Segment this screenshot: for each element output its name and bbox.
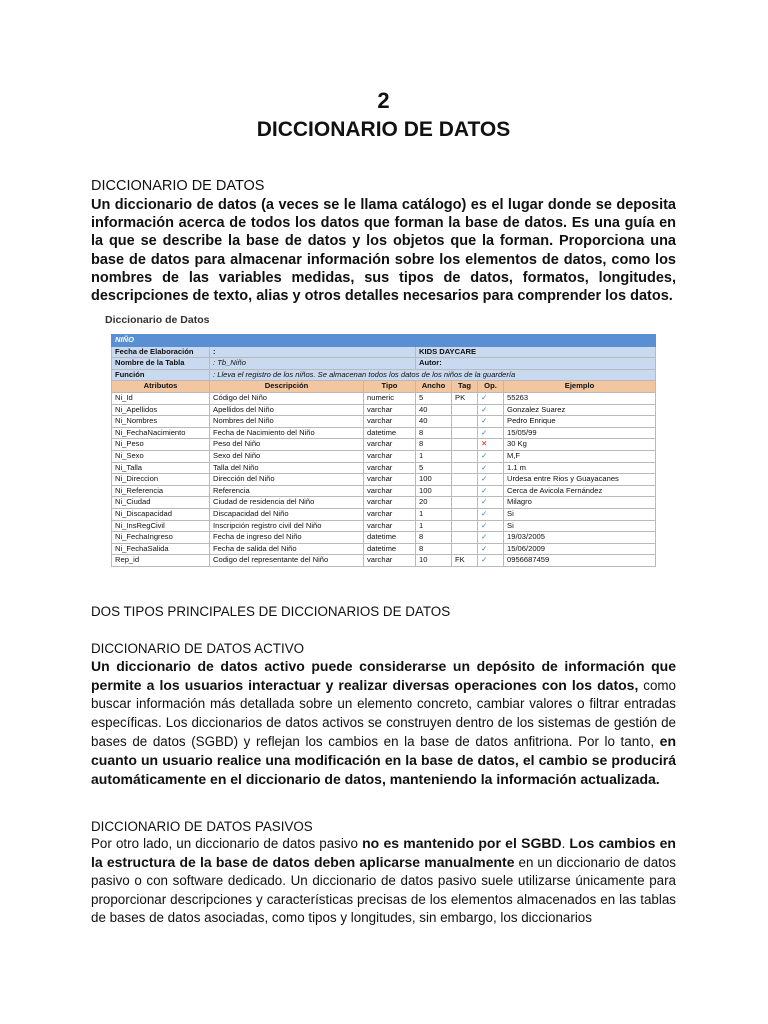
table-cell: Ni_InsRegCivil [112, 520, 210, 532]
nombre-value: : Tb_Niño [210, 358, 416, 370]
check-icon: ✓ [478, 392, 504, 404]
check-icon: ✓ [478, 555, 504, 567]
table-cell: M,F [504, 450, 656, 462]
column-header: Descripción [210, 381, 364, 393]
table-cell: Urdesa entre Rios y Guayacanes [504, 474, 656, 486]
check-icon: ✓ [478, 508, 504, 520]
data-dictionary-table [111, 334, 656, 567]
table-cell: varchar [364, 485, 416, 497]
table-cell: Peso del Niño [210, 439, 364, 451]
table-row [112, 439, 656, 451]
table-cell: Ni_FechaSalida [112, 543, 210, 555]
table-cell: Discapacidad del Niño [210, 508, 364, 520]
table-name-row [112, 335, 656, 347]
meta-row-fecha [112, 346, 656, 358]
table-cell: 40 [416, 416, 452, 428]
table-cell: Ni_Referencia [112, 485, 210, 497]
meta-row-nombre [112, 358, 656, 370]
table-cell [452, 532, 478, 544]
passive-bold-2: Los cambios en la estructura de la base de datos deben aplicarse manualmente [91, 835, 676, 871]
check-icon: ✓ [478, 416, 504, 428]
table-cell [452, 497, 478, 509]
table-cell: Rep_id [112, 555, 210, 567]
active-bold-1: Un diccionario de datos activo puede considerarse un depósito de información que permite a los usuarios interactuar y realizar diversas operaciones con los datos, [91, 658, 676, 694]
chapter-title: DICCIONARIO DE DATOS [256, 118, 511, 141]
active-text-1: como buscar información más detallada sobre un elemento concreto, cambiar valores o filtrar entradas específicas. Los diccionarios de datos activos se construyen dentro de los sistemas de gestión de bases de datos (SGBD) y reflejan los cambios en la base de datos anfitriona. Por lo tanto, [91, 678, 677, 749]
table-cell [452, 462, 478, 474]
org-name: KIDS DAYCARE [416, 346, 656, 358]
table-cell: Código del Niño [210, 392, 364, 404]
types-heading: DOS TIPOS PRINCIPALES DE DICCIONARIOS DE DATOS [91, 604, 451, 619]
table-cell [452, 439, 478, 451]
active-heading: DICCIONARIO DE DATOS ACTIVO [91, 641, 305, 656]
table-cell: Ni_Nombres [112, 416, 210, 428]
funcion-label: Función [112, 369, 210, 381]
table-cell: varchar [364, 404, 416, 416]
table-cell: Si [504, 508, 656, 520]
funcion-value: : Lleva el registro de los niños. Se almacenan todos los datos de los niños de la guardería [210, 369, 656, 381]
table-row [112, 543, 656, 555]
table-cell: Sexo del Niño [210, 450, 364, 462]
column-header: Ancho [416, 381, 452, 393]
table-row [112, 416, 656, 428]
table-cell: varchar [364, 462, 416, 474]
passive-paragraph [91, 834, 676, 927]
table-row [112, 508, 656, 520]
cross-icon: ✕ [478, 439, 504, 451]
table-cell: Ni_Discapacidad [112, 508, 210, 520]
table-cell: Cerca de Avicola Fernández [504, 485, 656, 497]
table-cell: varchar [364, 520, 416, 532]
table-cell: 55263 [504, 392, 656, 404]
table-cell: Ni_Sexo [112, 450, 210, 462]
table-cell: Fecha de salida del Niño [210, 543, 364, 555]
table-row [112, 392, 656, 404]
table-cell: varchar [364, 474, 416, 486]
table-cell: 8 [416, 543, 452, 555]
table-cell [452, 508, 478, 520]
table-cell [452, 474, 478, 486]
active-bold-2: en cuanto un usuario realice una modificación en la base de datos, el cambio se producirá automáticamente en el diccionario de datos, manteniendo la información actualizada. [91, 732, 676, 788]
table-cell [452, 543, 478, 555]
table-row [112, 497, 656, 509]
table-cell: 1.1 m [504, 462, 656, 474]
table-row [112, 462, 656, 474]
table-cell: Apellidos del Niño [210, 404, 364, 416]
table-cell: 10 [416, 555, 452, 567]
check-icon: ✓ [478, 532, 504, 544]
nombre-label: Nombre de la Tabla [112, 358, 210, 370]
passive-text-3: en un diccionario de datos pasivo o con software dedicado. Un diccionario de datos pasivo suele utilizarse únicamente para proporcionar descripciones y características precisas de los elementos almacenados en las tablas de bases de datos asociadas, como tipos y longitudes, sin embargo, los diccionarios [91, 855, 676, 925]
check-icon: ✓ [478, 404, 504, 416]
table-cell: varchar [364, 555, 416, 567]
table-cell: varchar [364, 497, 416, 509]
check-icon: ✓ [478, 450, 504, 462]
table-cell: Fecha de Nacimiento del Niño [210, 427, 364, 439]
table-cell: Inscripción registro civil del Niño [210, 520, 364, 532]
table-cell: 30 Kg [504, 439, 656, 451]
table-row [112, 404, 656, 416]
fecha-sep: : [210, 346, 416, 358]
check-icon: ✓ [478, 485, 504, 497]
column-header: Atributos [112, 381, 210, 393]
table-cell: Ni_Ciudad [112, 497, 210, 509]
table-name: NIÑO [112, 335, 656, 347]
table-cell: Ni_FechaNacimiento [112, 427, 210, 439]
intro-paragraph: Un diccionario de datos (a veces se le llama catálogo) es el lugar donde se deposita información acerca de todos los datos que forman la base de datos. Es una guía en la que se describe la base de datos y los objetos que la forman. Proporciona una base de datos para almacenar información sobre los elementos de datos, como los nombres de las variables medidas, sus tipos de datos, formatos, longitudes, descripciones de texto, alias y otros detalles necesarios para comprender los datos. [91, 197, 676, 305]
table-cell [452, 450, 478, 462]
check-icon: ✓ [478, 427, 504, 439]
table-cell [452, 416, 478, 428]
table-cell [452, 404, 478, 416]
passive-text-2: . [561, 836, 570, 851]
table-cell: 0956687459 [504, 555, 656, 567]
table-cell: Ni_Id [112, 392, 210, 404]
passive-text-1: Por otro lado, un diccionario de datos pasivo [91, 836, 363, 851]
table-cell: 19/03/2005 [504, 532, 656, 544]
chapter-number: 2 [377, 88, 390, 113]
table-cell: Ni_Peso [112, 439, 210, 451]
table-cell: 8 [416, 427, 452, 439]
intro-heading: DICCIONARIO DE DATOS [91, 178, 265, 194]
table-row [112, 427, 656, 439]
table-cell: Gonzalez Suarez [504, 404, 656, 416]
table-cell [452, 485, 478, 497]
fecha-label: Fecha de Elaboración [112, 346, 210, 358]
table-header-row [112, 381, 656, 393]
table-cell: 20 [416, 497, 452, 509]
check-icon: ✓ [478, 497, 504, 509]
table-cell: 8 [416, 439, 452, 451]
table-cell [452, 427, 478, 439]
table-cell: Ciudad de residencia del Niño [210, 497, 364, 509]
passive-bold-1: no es mantenido por el SGBD [362, 835, 562, 851]
table-cell: 100 [416, 474, 452, 486]
table-cell: 1 [416, 450, 452, 462]
table-row [112, 450, 656, 462]
autor-label: Autor: [416, 358, 656, 370]
table-cell: Ni_Direccion [112, 474, 210, 486]
column-header: Ejemplo [504, 381, 656, 393]
figure-title: Diccionario de Datos [105, 314, 210, 326]
table-cell: 5 [416, 392, 452, 404]
passive-heading: DICCIONARIO DE DATOS PASIVOS [91, 819, 313, 834]
check-icon: ✓ [478, 543, 504, 555]
table-cell: Ni_Talla [112, 462, 210, 474]
check-icon: ✓ [478, 462, 504, 474]
table-cell: Dirección del Niño [210, 474, 364, 486]
table-cell: Si [504, 520, 656, 532]
table-cell: Ni_Apellidos [112, 404, 210, 416]
table-cell: datetime [364, 543, 416, 555]
table-row [112, 520, 656, 532]
table-cell: varchar [364, 439, 416, 451]
active-paragraph [91, 657, 676, 789]
table-cell: Referencia [210, 485, 364, 497]
table-cell: FK [452, 555, 478, 567]
table-cell: Talla del Niño [210, 462, 364, 474]
table-cell: Ni_FechaIngreso [112, 532, 210, 544]
table-cell: datetime [364, 427, 416, 439]
table-cell: 8 [416, 532, 452, 544]
table-cell: numeric [364, 392, 416, 404]
table-cell: 15/05/99 [504, 427, 656, 439]
table-cell: 100 [416, 485, 452, 497]
table-cell: 40 [416, 404, 452, 416]
table-row [112, 555, 656, 567]
check-icon: ✓ [478, 520, 504, 532]
check-icon: ✓ [478, 474, 504, 486]
column-header: Tag [452, 381, 478, 393]
meta-row-funcion [112, 369, 656, 381]
table-cell: 1 [416, 520, 452, 532]
table-row [112, 532, 656, 544]
table-row [112, 485, 656, 497]
table-cell: PK [452, 392, 478, 404]
table-cell: Fecha de ingreso del Niño [210, 532, 364, 544]
table-cell [452, 520, 478, 532]
table-cell: 1 [416, 508, 452, 520]
table-cell: datetime [364, 532, 416, 544]
table-cell: Pedro Enrique [504, 416, 656, 428]
data-dictionary-figure [103, 314, 659, 567]
column-header: Op. [478, 381, 504, 393]
table-cell: varchar [364, 508, 416, 520]
table-cell: Codigo del representante del Niño [210, 555, 364, 567]
table-cell: 5 [416, 462, 452, 474]
table-row [112, 474, 656, 486]
table-cell: varchar [364, 450, 416, 462]
table-cell: Nombres del Niño [210, 416, 364, 428]
table-cell: 15/06/2009 [504, 543, 656, 555]
table-cell: varchar [364, 416, 416, 428]
table-cell: Milagro [504, 497, 656, 509]
column-header: Tipo [364, 381, 416, 393]
